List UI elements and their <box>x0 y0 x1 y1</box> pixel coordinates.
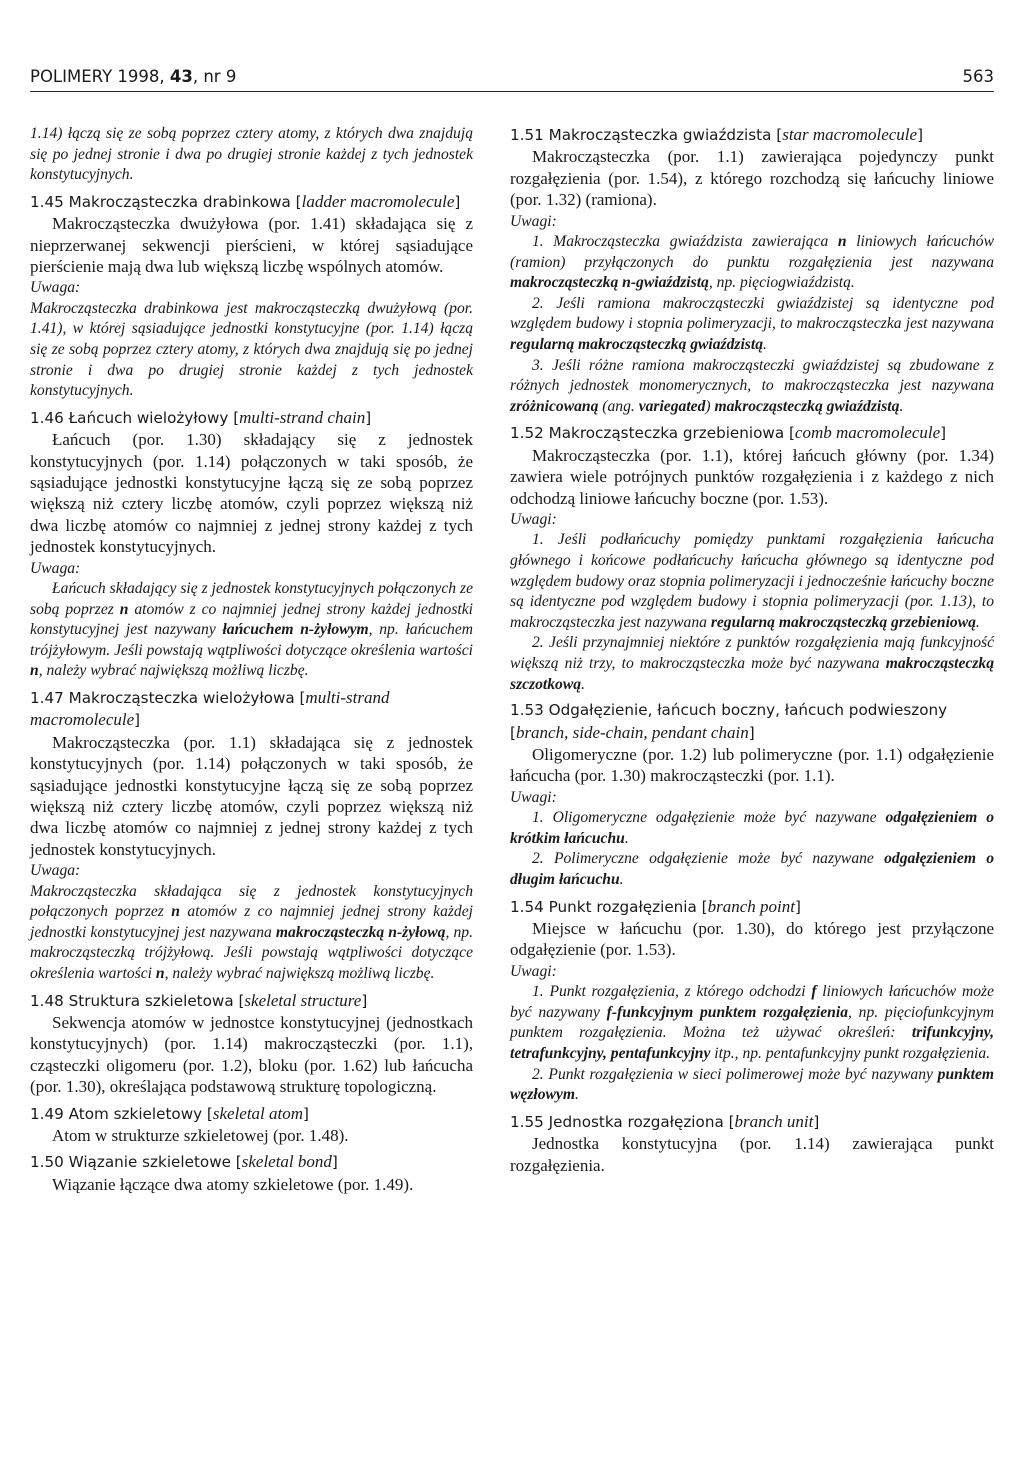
note-1-54-2: 2. Punkt rozgałęzienia w sieci polimerowej może być nazywany punktem węzłowym. <box>510 1065 994 1104</box>
page-number: 563 <box>962 67 994 86</box>
definition-1-47: Makrocząsteczka (por. 1.1) składająca się z jednostek konstytucyjnych (por. 1.14) połączonych w taki sposób, że sąsiadujące jednostki konstytucyjne łączą się ze sobą poprzez większą niż cztery liczbę atomów, czyli poprzez większą niż dwa liczbę atomów co najmniej z jednej strony każdej z tych jednostek konstytucyjnych. <box>30 732 473 859</box>
uwaga-label-1-46: Uwaga: <box>30 559 81 577</box>
definition-1-50: Wiązanie łączące dwa atomy szkieletowe (por. 1.49). <box>52 1174 414 1194</box>
uwagi-label-1-52: Uwagi: <box>510 511 557 528</box>
definition-1-52: Makrocząsteczka (por. 1.1), której łańcuch główny (por. 1.34) zawiera wiele potrójnych punktów rozgałęzienia i z każdego z nich odchodzą liniowe łańcuchy boczne (por. 1.53). <box>510 445 994 508</box>
definition-1-53: Oligomeryczne (por. 1.2) lub polimeryczne (por. 1.1) odgałęzienie łańcucha (por. 1.30) makrocząsteczki (por. 1.1). <box>510 744 994 786</box>
note-1-44-continued: 1.14) łączą się ze sobą poprzez cztery atomy, z których dwa znajdują się po jednej stronie i dwa po drugiej stronie każdej z tych jednostek konstytucyjnych. <box>30 125 473 184</box>
definition-1-49: Atom w strukturze szkieletowej (por. 1.48). <box>52 1126 349 1146</box>
heading-1-54: 1.54 Punkt rozgałęzienia [branch point] <box>510 896 801 916</box>
uwaga-label-1-45: Uwaga: <box>30 279 81 297</box>
definition-1-55: Jednostka konstytucyjna (por. 1.14) zawierająca punkt rozgałęzienia. <box>510 1134 994 1175</box>
note-1-52-1: 1. Jeśli podłańcuchy pomiędzy punktami rozgałęzienia łańcucha głównego i końcowe podłańcuchy łańcucha głównego są identyczne pod względem budowy oraz stopnia polimeryzacji i jednocześnie łańcuchy boczne są identyczne pod względem budowy i stopnia polimeryzacji (por. 1.13), to makrocząsteczka jest nazywana regularną makrocząsteczką grzebieniową. <box>510 531 994 631</box>
note-1-46: Łańcuch składający się z jednostek konstytucyjnych połączonych ze sobą poprzez n atomów z co najmniej jednej strony każdej jednostki konstytucyjnej jest nazywany łańcuchem n-żyłowym, np. łańcuchem trójżyłowym. Jeśli powstają wątpliwości dotyczące określenia wartości n, należy wybrać największą możliwą liczbę. <box>30 580 474 680</box>
heading-1-50: 1.50 Wiązanie szkieletowe [skeletal bond] <box>30 1152 338 1172</box>
uwaga-label-1-47: Uwaga: <box>30 862 81 880</box>
note-1-52-2: 2. Jeśli przynajmniej niektóre z punktów rozgałęzienia mają funkcyjność większą niż trzy, to makrocząsteczka może być nazywana makrocząsteczką szczotkową. <box>510 634 994 693</box>
heading-1-51: 1.51 Makrocząsteczka gwiaździsta [star macromolecule] <box>510 125 924 144</box>
heading-1-47: 1.47 Makrocząsteczka wielożyłowa [multi-strand macromolecule] <box>30 688 390 730</box>
note-1-53-1: 1. Oligomeryczne odgałęzienie może być nazywane odgałęzieniem o krótkim łańcuchu. <box>510 809 994 847</box>
note-1-51-2: 2. Jeśli ramiona makrocząsteczki gwiaździstej są identyczne pod względem budowy i stopnia polimeryzacji, to makrocząsteczka jest nazywana regularną makrocząsteczką gwiaździstą. <box>510 294 994 353</box>
uwagi-label-1-53: Uwagi: <box>510 788 557 806</box>
running-header <box>30 62 994 90</box>
right-column <box>510 124 994 1176</box>
definition-1-54: Miejsce w łańcuchu (por. 1.30), do którego jest przyłączone odgałęzienie (por. 1.53). <box>510 918 994 960</box>
definition-1-48: Sekwencja atomów w jednostce konstytucyjnej (jednostkach konstytucyjnych) (por. 1.14) makrocząsteczki (por. 1.1), cząsteczki oligomeru (por. 1.2), bloku (por. 1.62) lub łańcucha (por. 1.30), określająca podstawową strukturę topologiczną. <box>30 1013 473 1097</box>
note-1-53-2: 2. Polimeryczne odgałęzienie może być nazywane odgałęzieniem o długim łańcuchu. <box>510 850 994 888</box>
note-1-45: Makrocząsteczka drabinkowa jest makrocząsteczką dwużyłową (por. 1.41), w której sąsiadujące jednostki konstytucyjne (por. 1.14) łączą się ze sobą poprzez cztery atomy, z których dwa znajdują się po jednej stronie i dwa po drugiej stronie każdej z tych jednostek konstytucyjnych. <box>30 299 473 400</box>
heading-1-52: 1.52 Makrocząsteczka grzebieniowa [comb macromolecule] <box>510 423 947 443</box>
note-1-51-3: 3. Jeśli różne ramiona makrocząsteczki gwiaździstej są zbudowane z różnych jednostek monomerycznych, to makrocząsteczka jest nazywana zróżnicowaną (ang. variegated) makrocząsteczką gwiaździstą. <box>510 356 994 415</box>
note-1-51-1: 1. Makrocząsteczka gwiaździsta zawierająca n liniowych łańcuchów (ramion) przyłączonych do punktu rozgałęzienia jest nazywana makrocząsteczką n-gwiaździstą, np. pięciogwiaździstą. <box>510 233 994 292</box>
heading-1-45: 1.45 Makrocząsteczka drabinkowa [ladder macromolecule] <box>30 191 461 211</box>
definition-1-45: Makrocząsteczka dwużyłowa (por. 1.41) składająca się z nieprzerwanej sekwencji pierścieni, w której sąsiadujące pierścienie mają dwa lub większą liczbę wspólnych atomów. <box>30 214 473 276</box>
uwagi-label-1-54: Uwagi: <box>510 962 557 980</box>
journal-citation: POLIMERY 1998, 43, nr 9 <box>30 67 237 86</box>
note-1-47: Makrocząsteczka składająca się z jednostek konstytucyjnych połączonych poprzez n atomów z co najmniej jednej strony każdej jednostki konstytucyjnej jest nazywana makrocząsteczką n-żyłową, np. makrocząsteczką trójżyłową. Jeśli powstają wątpliwości dotyczące określenia wartości n, należy wybrać największą możliwą liczbę. <box>30 882 473 983</box>
definition-1-51: Makrocząsteczka (por. 1.1) zawierająca pojedynczy punkt rozgałęzienia (por. 1.54), z którego rozchodzą się łańcuchy liniowe (por. 1.32) (ramiona). <box>510 147 994 210</box>
heading-1-53: 1.53 Odgałęzienie, łańcuch boczny, łańcuch podwieszony [branch, side-chain, pendant chain] <box>510 701 948 742</box>
note-1-54-1: 1. Punkt rozgałęzienia, z którego odchodzi f liniowych łańcuchów może być nazywany f-funkcyjnym punktem rozgałęzienia, np. pięciofunkcyjnym punktem rozgałęzienia. Można też używać określeń: trifunkcyjny, tetrafunkcyjny, pentafunkcyjny itp., np. pentafunkcyjny punkt rozgałęzienia. <box>510 983 994 1062</box>
heading-1-46: 1.46 Łańcuch wielożyłowy [multi-strand chain] <box>30 407 372 427</box>
heading-1-49: 1.49 Atom szkieletowy [skeletal atom] <box>30 1103 309 1123</box>
heading-1-48: 1.48 Struktura szkieletowa [skeletal structure] <box>30 990 368 1010</box>
heading-1-55: 1.55 Jednostka rozgałęziona [branch unit] <box>510 1111 820 1131</box>
header-rule <box>30 91 994 92</box>
definition-1-46: Łańcuch (por. 1.30) składający się z jednostek konstytucyjnych (por. 1.14) połączonych w taki sposób, że sąsiadujące jednostki konstytucyjne łączą się ze sobą poprzez większą niż cztery liczbę atomów, czyli poprzez większą niż dwa liczbę atomów co najmniej z jednej strony każdej z tych jednostek konstytucyjnych. <box>30 430 473 557</box>
left-column <box>30 124 473 1195</box>
uwagi-label-1-51: Uwagi: <box>510 212 557 230</box>
